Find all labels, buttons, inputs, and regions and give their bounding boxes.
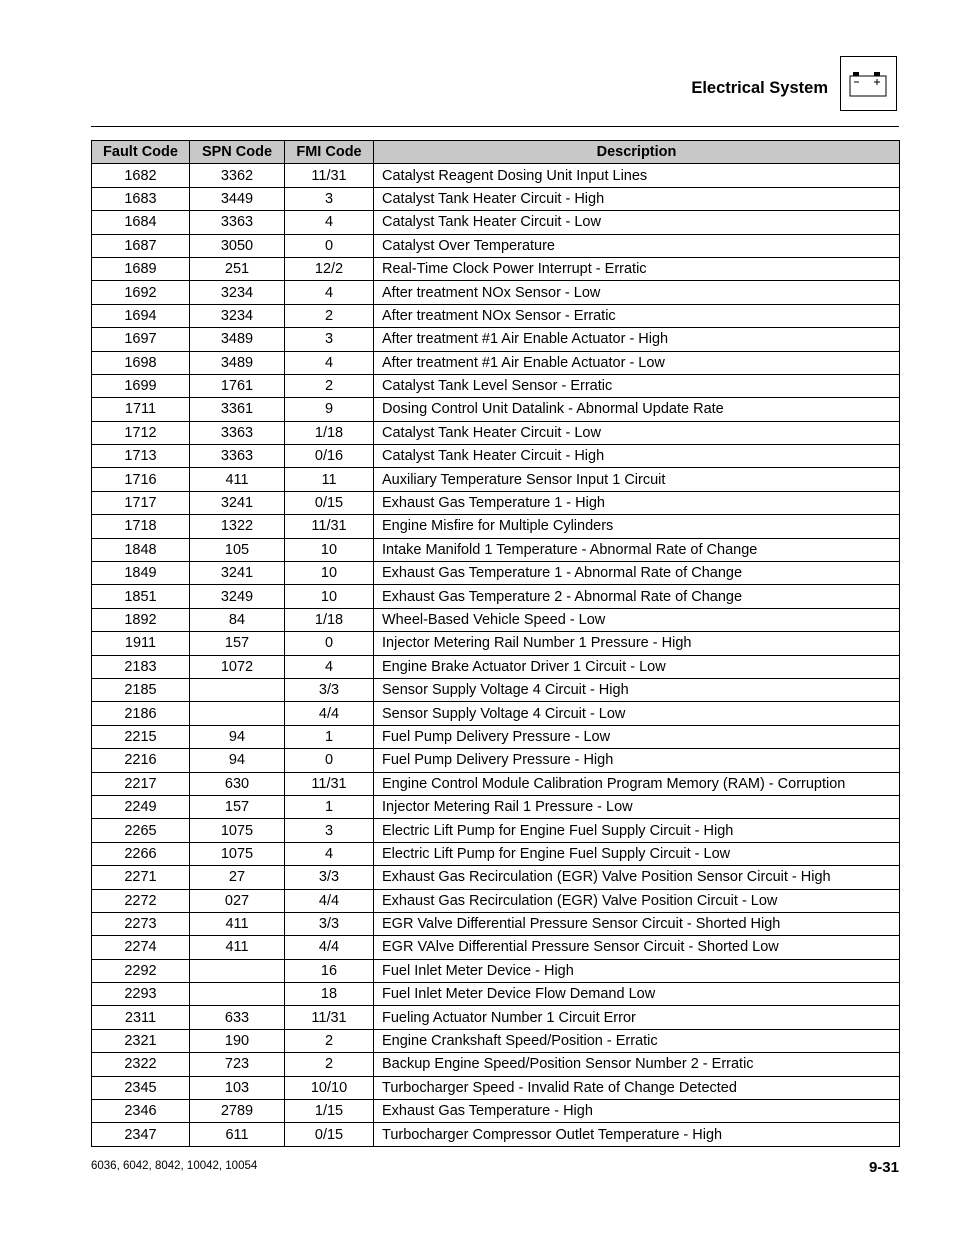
fault-code-cell: 2346 [92,1100,190,1123]
fault-code-cell: 2345 [92,1076,190,1099]
fault-code-cell: 2311 [92,1006,190,1029]
fmi-code-cell: 1/18 [285,608,374,631]
table-row [92,398,900,421]
fault-code-cell: 1849 [92,562,190,585]
header-divider [91,126,899,127]
description-cell: Auxiliary Temperature Sensor Input 1 Circuit [374,468,900,491]
fault-code-cell: 1851 [92,585,190,608]
description-cell: Injector Metering Rail 1 Pressure - Low [374,795,900,818]
fmi-code-cell: 11/31 [285,164,374,187]
table-row [92,866,900,889]
spn-code-cell: 1075 [190,842,285,865]
spn-code-cell: 157 [190,795,285,818]
fault-code-cell: 2321 [92,1029,190,1052]
spn-code-cell: 3050 [190,234,285,257]
table-row [92,702,900,725]
fmi-code-cell: 4 [285,842,374,865]
spn-code-cell: 3241 [190,491,285,514]
fault-code-cell: 1694 [92,304,190,327]
table-row [92,187,900,210]
description-cell: Engine Brake Actuator Driver 1 Circuit - Low [374,655,900,678]
description-cell: Turbocharger Compressor Outlet Temperature - High [374,1123,900,1146]
fmi-code-cell: 4/4 [285,889,374,912]
fmi-code-cell: 4 [285,655,374,678]
description-cell: Catalyst Tank Heater Circuit - High [374,445,900,468]
fmi-code-cell: 1 [285,725,374,748]
description-cell: Fueling Actuator Number 1 Circuit Error [374,1006,900,1029]
description-cell: Exhaust Gas Recirculation (EGR) Valve Position Circuit - Low [374,889,900,912]
spn-code-cell: 3362 [190,164,285,187]
fmi-code-cell: 1/18 [285,421,374,444]
fmi-code-cell: 1/15 [285,1100,374,1123]
spn-code-cell: 3449 [190,187,285,210]
fault-code-cell: 2215 [92,725,190,748]
description-cell: Wheel-Based Vehicle Speed - Low [374,608,900,631]
spn-code-cell: 3234 [190,281,285,304]
table-row [92,983,900,1006]
column-header-spn-code: SPN Code [190,141,285,164]
fault-code-cell: 1682 [92,164,190,187]
table-row [92,1029,900,1052]
fmi-code-cell: 11/31 [285,772,374,795]
table-row [92,632,900,655]
description-cell: Sensor Supply Voltage 4 Circuit - Low [374,702,900,725]
description-cell: Turbocharger Speed - Invalid Rate of Change Detected [374,1076,900,1099]
fault-code-cell: 2216 [92,749,190,772]
table-row [92,959,900,982]
table-row [92,655,900,678]
fmi-code-cell: 2 [285,1053,374,1076]
fault-code-cell: 2274 [92,936,190,959]
table-row [92,491,900,514]
battery-icon [841,57,898,112]
table-row [92,725,900,748]
description-cell: Catalyst Tank Heater Circuit - High [374,187,900,210]
fmi-code-cell: 2 [285,1029,374,1052]
fmi-code-cell: 12/2 [285,257,374,280]
fault-code-cell: 1692 [92,281,190,304]
description-cell: Fuel Pump Delivery Pressure - Low [374,725,900,748]
spn-code-cell: 94 [190,725,285,748]
description-cell: Catalyst Reagent Dosing Unit Input Lines [374,164,900,187]
fault-code-cell: 2293 [92,983,190,1006]
description-cell: Dosing Control Unit Datalink - Abnormal Update Rate [374,398,900,421]
fmi-code-cell: 3 [285,328,374,351]
table-row [92,281,900,304]
spn-code-cell: 190 [190,1029,285,1052]
fault-code-cell: 1911 [92,632,190,655]
table-row [92,562,900,585]
table-header-row [92,141,900,164]
description-cell: Catalyst Over Temperature [374,234,900,257]
spn-code-cell: 1072 [190,655,285,678]
fault-code-cell: 2272 [92,889,190,912]
table-row [92,515,900,538]
description-cell: After treatment NOx Sensor - Low [374,281,900,304]
fmi-code-cell: 2 [285,304,374,327]
table-row [92,538,900,561]
description-cell: Engine Control Module Calibration Program Memory (RAM) - Corruption [374,772,900,795]
description-cell: Engine Misfire for Multiple Cylinders [374,515,900,538]
table-row [92,936,900,959]
footer-model-list: 6036, 6042, 8042, 10042, 10054 [91,1160,258,1172]
fmi-code-cell: 3/3 [285,912,374,935]
spn-code-cell: 411 [190,936,285,959]
table-row [92,1100,900,1123]
spn-code-cell: 3363 [190,421,285,444]
spn-code-cell: 3363 [190,211,285,234]
description-cell: Real-Time Clock Power Interrupt - Erratic [374,257,900,280]
table-row [92,1076,900,1099]
column-header-fmi-code: FMI Code [285,141,374,164]
table-row [92,749,900,772]
fmi-code-cell: 11/31 [285,515,374,538]
fmi-code-cell: 3/3 [285,678,374,701]
fault-code-cell: 2322 [92,1053,190,1076]
spn-code-cell: 94 [190,749,285,772]
table-row [92,1123,900,1146]
fmi-code-cell: 16 [285,959,374,982]
fmi-code-cell: 1 [285,795,374,818]
fault-code-cell: 2292 [92,959,190,982]
description-cell: Exhaust Gas Temperature 1 - Abnormal Rate of Change [374,562,900,585]
fault-code-cell: 1687 [92,234,190,257]
fmi-code-cell: 4/4 [285,702,374,725]
fmi-code-cell: 10/10 [285,1076,374,1099]
fault-code-cell: 2347 [92,1123,190,1146]
description-cell: After treatment NOx Sensor - Erratic [374,304,900,327]
spn-code-cell: 84 [190,608,285,631]
spn-code-cell [190,702,285,725]
description-cell: Fuel Pump Delivery Pressure - High [374,749,900,772]
spn-code-cell: 3249 [190,585,285,608]
fault-code-cell: 2217 [92,772,190,795]
spn-code-cell: 3234 [190,304,285,327]
fault-code-cell: 2266 [92,842,190,865]
fault-code-cell: 2186 [92,702,190,725]
fmi-code-cell: 0 [285,749,374,772]
description-cell: Electric Lift Pump for Engine Fuel Supply Circuit - Low [374,842,900,865]
fmi-code-cell: 3 [285,819,374,842]
fault-code-cell: 2249 [92,795,190,818]
spn-code-cell: 1075 [190,819,285,842]
table-row [92,468,900,491]
table-row [92,164,900,187]
spn-code-cell: 2789 [190,1100,285,1123]
spn-code-cell: 3241 [190,562,285,585]
spn-code-cell: 3489 [190,328,285,351]
fmi-code-cell: 4/4 [285,936,374,959]
table-row [92,304,900,327]
spn-code-cell [190,678,285,701]
table-row [92,819,900,842]
spn-code-cell: 633 [190,1006,285,1029]
column-header-description: Description [374,141,900,164]
spn-code-cell: 3489 [190,351,285,374]
table-row [92,1006,900,1029]
fault-code-cell: 1684 [92,211,190,234]
fmi-code-cell: 4 [285,281,374,304]
spn-code-cell: 723 [190,1053,285,1076]
fmi-code-cell: 11 [285,468,374,491]
fault-code-cell: 2185 [92,678,190,701]
description-cell: Injector Metering Rail Number 1 Pressure - High [374,632,900,655]
table-row [92,234,900,257]
table-row [92,328,900,351]
table-row [92,842,900,865]
fmi-code-cell: 10 [285,585,374,608]
fault-code-cell: 1689 [92,257,190,280]
fault-code-cell: 2265 [92,819,190,842]
fault-code-cell: 1713 [92,445,190,468]
description-cell: Exhaust Gas Recirculation (EGR) Valve Position Sensor Circuit - High [374,866,900,889]
description-cell: Fuel Inlet Meter Device Flow Demand Low [374,983,900,1006]
battery-icon-box [840,56,897,111]
table-row [92,257,900,280]
fault-code-cell: 1717 [92,491,190,514]
fmi-code-cell: 4 [285,351,374,374]
fmi-code-cell: 4 [285,211,374,234]
description-cell: Exhaust Gas Temperature - High [374,1100,900,1123]
fault-code-cell: 2271 [92,866,190,889]
table-row [92,421,900,444]
spn-code-cell: 027 [190,889,285,912]
table-row [92,795,900,818]
spn-code-cell: 251 [190,257,285,280]
fmi-code-cell: 0/15 [285,1123,374,1146]
fault-code-cell: 1716 [92,468,190,491]
fmi-code-cell: 2 [285,374,374,397]
fmi-code-cell: 0/15 [285,491,374,514]
fmi-code-cell: 0/16 [285,445,374,468]
description-cell: Catalyst Tank Heater Circuit - Low [374,421,900,444]
fault-code-cell: 1698 [92,351,190,374]
spn-code-cell: 630 [190,772,285,795]
description-cell: EGR Valve Differential Pressure Sensor Circuit - Shorted High [374,912,900,935]
fault-code-cell: 1892 [92,608,190,631]
table-row [92,351,900,374]
page-number: 9-31 [868,1159,899,1176]
fmi-code-cell: 10 [285,538,374,561]
section-title: Electrical System [691,79,828,97]
spn-code-cell: 411 [190,468,285,491]
spn-code-cell: 611 [190,1123,285,1146]
fault-code-cell: 1697 [92,328,190,351]
spn-code-cell: 105 [190,538,285,561]
table-row [92,608,900,631]
table-row [92,211,900,234]
description-cell: Fuel Inlet Meter Device - High [374,959,900,982]
fault-code-cell: 2273 [92,912,190,935]
table-row [92,445,900,468]
fmi-code-cell: 0 [285,632,374,655]
spn-code-cell: 27 [190,866,285,889]
spn-code-cell: 103 [190,1076,285,1099]
table-row [92,678,900,701]
fault-code-cell: 1848 [92,538,190,561]
description-cell: Intake Manifold 1 Temperature - Abnormal Rate of Change [374,538,900,561]
table-row [92,1053,900,1076]
column-header-fault-code: Fault Code [92,141,190,164]
description-cell: Backup Engine Speed/Position Sensor Number 2 - Erratic [374,1053,900,1076]
table-row [92,912,900,935]
spn-code-cell: 411 [190,912,285,935]
fault-code-cell: 1699 [92,374,190,397]
description-cell: EGR VAlve Differential Pressure Sensor Circuit - Shorted Low [374,936,900,959]
description-cell: Engine Crankshaft Speed/Position - Erratic [374,1029,900,1052]
fault-code-cell: 1711 [92,398,190,421]
fmi-code-cell: 0 [285,234,374,257]
table-row [92,772,900,795]
fmi-code-cell: 3 [285,187,374,210]
fmi-code-cell: 11/31 [285,1006,374,1029]
description-cell: After treatment #1 Air Enable Actuator - Low [374,351,900,374]
spn-code-cell [190,959,285,982]
fault-code-cell: 1718 [92,515,190,538]
fault-code-cell: 2183 [92,655,190,678]
description-cell: Catalyst Tank Heater Circuit - Low [374,211,900,234]
spn-code-cell [190,983,285,1006]
spn-code-cell: 1761 [190,374,285,397]
description-cell: Sensor Supply Voltage 4 Circuit - High [374,678,900,701]
fault-code-cell: 1683 [92,187,190,210]
description-cell: Exhaust Gas Temperature 1 - High [374,491,900,514]
description-cell: Electric Lift Pump for Engine Fuel Supply Circuit - High [374,819,900,842]
fmi-code-cell: 10 [285,562,374,585]
description-cell: After treatment #1 Air Enable Actuator - High [374,328,900,351]
table-row [92,889,900,912]
fmi-code-cell: 18 [285,983,374,1006]
spn-code-cell: 157 [190,632,285,655]
spn-code-cell: 3363 [190,445,285,468]
spn-code-cell: 3361 [190,398,285,421]
table-row [92,374,900,397]
description-cell: Catalyst Tank Level Sensor - Erratic [374,374,900,397]
fault-code-table [91,140,900,1147]
description-cell: Exhaust Gas Temperature 2 - Abnormal Rate of Change [374,585,900,608]
table-row [92,585,900,608]
fmi-code-cell: 3/3 [285,866,374,889]
fmi-code-cell: 9 [285,398,374,421]
fault-code-cell: 1712 [92,421,190,444]
spn-code-cell: 1322 [190,515,285,538]
